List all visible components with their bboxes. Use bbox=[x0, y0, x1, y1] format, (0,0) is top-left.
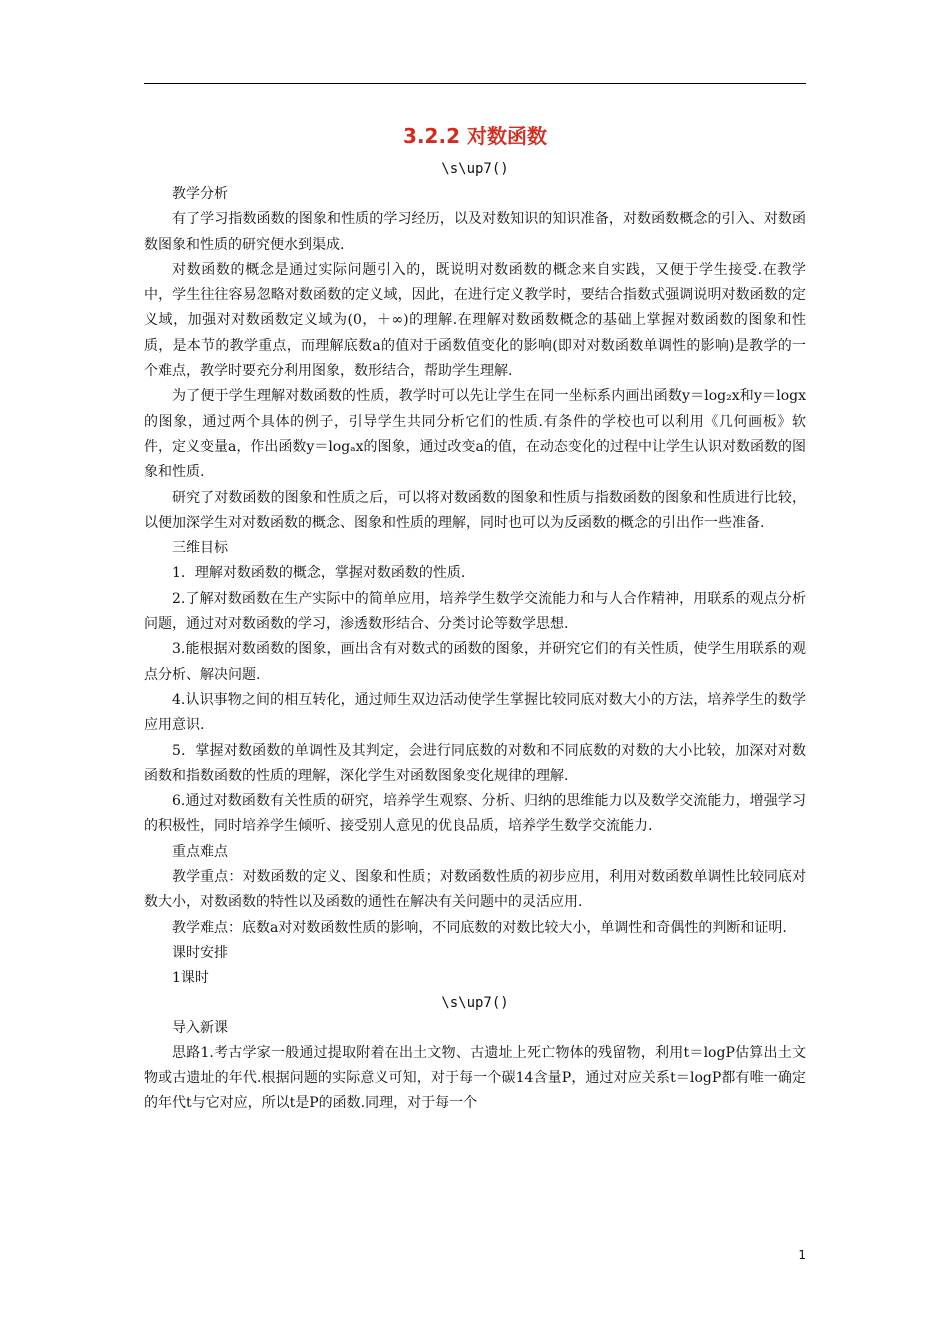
document-body bbox=[144, 120, 806, 1117]
paragraph: 教学难点：底数a对对数函数性质的影响，不同底数的对数比较大小，单调性和奇偶性的判断和证明. bbox=[172, 919, 787, 936]
page-title: 3.2.2 对数函数 bbox=[403, 124, 547, 148]
goal-item: 5．掌握对数函数的单调性及其判定，会进行同底数的对数和不同底数的对数的大小比较，加深对对数函数和指数函数的性质的理解，深化学生对函数图象变化规律的理解. bbox=[144, 742, 806, 784]
paragraph: 有了学习指数函数的图象和性质的学习经历，以及对数知识的知识准备，对数函数概念的引入、对数函数图象和性质的研究便水到渠成. bbox=[144, 211, 806, 253]
schedule-value: 1课时 bbox=[172, 970, 209, 987]
section-heading-goals: 三维目标 bbox=[172, 540, 228, 557]
paragraph: 为了便于学生理解对数函数的性质，教学时可以先让学生在同一坐标系内画出函数y＝log₂x和y＝logx的图象，通过两个具体的例子，引导学生共同分析它们的性质.有条件的学校也可以利用《几何画板》软件，定义变量a，作出函数y＝logₐx的图象，通过改变a的值，在动态变化的过程中让学生认识对数函数的图象和性质. bbox=[144, 388, 806, 481]
paragraph: 思路1.考古学家一般通过提取附着在出土文物、古遗址上死亡物体的残留物，利用t＝logP估算出土文物或古遗址的年代.根据问题的实际意义可知，对于每一个碳14含量P，通过对应关系t＝logP都有唯一确定的年代t与它对应，所以t是P的函数.同理，对于每一个 bbox=[144, 1044, 806, 1112]
section-heading-analysis: 教学分析 bbox=[172, 186, 228, 202]
paragraph: 对数函数的概念是通过实际问题引入的，既说明对数函数的概念来自实践，又便于学生接受.在教学中，学生往往容易忽略对数函数的定义域，因此，在进行定义教学时，要结合指数式强调说明对数函数的定义域，加强对对数函数定义域为(0，＋∞)的理解.在理解对数函数概念的基础上掌握对数函数的图象和性质，是本节的教学重点，而理解底数a的值对于函数值变化的影响(即对对数函数单调性的影响)是教学的一个难点，教学时要充分利用图象，数形结合，帮助学生理解. bbox=[144, 261, 806, 380]
goal-item: 3.能根据对数函数的图象，画出含有对数式的函数的图象，并研究它们的有关性质，使学生用联系的观点分析、解决问题. bbox=[144, 641, 806, 683]
paragraph: 教学重点：对数函数的定义、图象和性质；对数函数性质的初步应用，利用对数函数单调性比较同底对数大小，对数函数的特性以及函数的通性在解决有关问题中的灵活应用. bbox=[144, 869, 806, 911]
section-heading-schedule: 课时安排 bbox=[172, 944, 228, 961]
header-rule bbox=[144, 83, 806, 84]
goal-item: 1．理解对数函数的概念，掌握对数函数的性质. bbox=[172, 565, 466, 582]
field-code: \s\up7() bbox=[441, 161, 509, 177]
paragraph: 研究了对数函数的图象和性质之后，可以将对数函数的图象和性质与指数函数的图象和性质进行比较，以便加深学生对对数函数的概念、图象和性质的理解，同时也可以为反函数的概念的引出作一些准备. bbox=[144, 489, 806, 531]
section-heading-intro: 导入新课 bbox=[172, 1019, 228, 1036]
goal-item: 2.了解对数函数在生产实际中的简单应用，培养学生数学交流能力和与人合作精神，用联系的观点分析问题，通过对对数函数的学习，渗透数形结合、分类讨论等数学思想. bbox=[144, 590, 806, 633]
field-code: \s\up7() bbox=[441, 994, 509, 1011]
goal-item: 6.通过对数函数有关性质的研究，培养学生观察、分析、归纳的思维能力以及数学交流能力，增强学习的积极性，同时培养学生倾听、接受别人意见的优良品质，培养学生数学交流能力. bbox=[144, 793, 806, 835]
section-heading-key: 重点难点 bbox=[172, 843, 228, 860]
goal-item: 4.认识事物之间的相互转化，通过师生双边活动使学生掌握比较同底对数大小的方法，培养学生的数学应用意识. bbox=[144, 691, 806, 734]
page-number: 1 bbox=[798, 1248, 806, 1262]
